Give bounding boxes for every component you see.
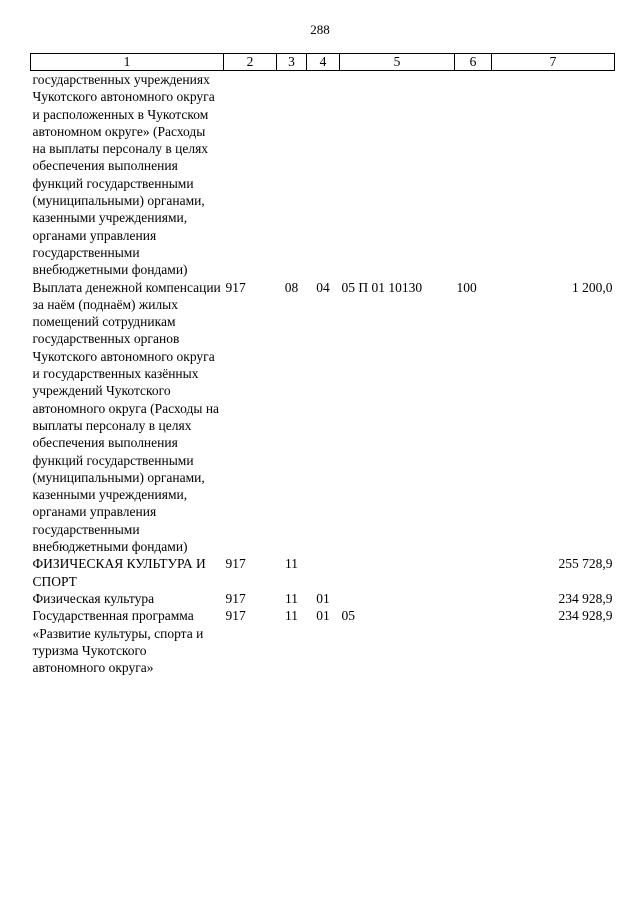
expense-type-code: 100 — [456, 279, 477, 295]
section-code: 11 — [285, 590, 298, 606]
ministry-code: 917 — [225, 590, 246, 606]
row-name: Выплата денежной компенсации за наём (поднаём) жилых помещений сотрудникам государственных органов Чукотского автономного округа и государственных казённых учреждений Чукотского автономного округа (Расходы на выплаты персоналу в целях обеспечения выполнения функций государственными (муниципальными) органами, казенными учреждениями, органами управления государственными внебюджетными фондами) — [32, 279, 221, 555]
table-row — [31, 607, 615, 676]
subsection-code — [307, 555, 340, 590]
section-code: 11 — [285, 556, 298, 572]
ministry-code: 917 — [225, 279, 246, 295]
table-row — [31, 71, 615, 279]
subsection-code: 04 — [316, 279, 330, 295]
section-code — [277, 71, 307, 279]
table-row — [31, 555, 615, 590]
target-code: 05 П 01 10130 — [341, 279, 423, 295]
target-code — [340, 71, 455, 279]
amount — [492, 71, 615, 279]
section-code: 11 — [285, 608, 298, 624]
column-number: 2 — [224, 54, 277, 71]
table-row — [31, 279, 615, 556]
subsection-code: 01 — [316, 608, 330, 624]
column-number: 3 — [277, 54, 307, 71]
target-code — [340, 590, 455, 607]
ministry-code — [224, 71, 277, 279]
subsection-code: 01 — [316, 590, 330, 606]
ministry-code: 917 — [225, 608, 246, 624]
section-code: 08 — [284, 279, 299, 295]
column-number: 7 — [492, 54, 615, 71]
expense-type-code — [455, 555, 492, 590]
ministry-code: 917 — [225, 556, 246, 572]
amount: 234 928,9 — [558, 608, 613, 624]
budget-table — [30, 53, 615, 676]
expense-type-code — [455, 590, 492, 607]
column-number-row — [31, 54, 615, 71]
amount: 1 200,0 — [572, 279, 613, 295]
target-code: 05 — [341, 608, 355, 624]
page-number: 288 — [310, 22, 330, 37]
subsection-code — [307, 71, 340, 279]
target-code — [340, 555, 455, 590]
column-number: 6 — [455, 54, 492, 71]
row-name: ФИЗИЧЕСКАЯ КУЛЬТУРА И СПОРТ — [32, 556, 206, 589]
row-name: государственных учреждениях Чукотского автономного округа и расположенных в Чукотском автономном округе» (Расходы на выплаты персоналу в целях обеспечения выполнения функций государственными (муниципальными) органами, казенными учреждениями, органами управления государственными внебюджетными фондами) — [32, 72, 215, 278]
column-number: 1 — [31, 54, 224, 71]
amount: 234 928,9 — [558, 590, 613, 606]
expense-type-code — [455, 607, 492, 676]
row-name: Государственная программа «Развитие культуры, спорта и туризма Чукотского автономного округа» — [32, 608, 204, 676]
row-name: Физическая культура — [32, 590, 155, 606]
column-number: 4 — [307, 54, 340, 71]
amount: 255 728,9 — [558, 556, 613, 572]
expense-type-code — [455, 71, 492, 279]
column-number: 5 — [340, 54, 455, 71]
table-row — [31, 590, 615, 607]
